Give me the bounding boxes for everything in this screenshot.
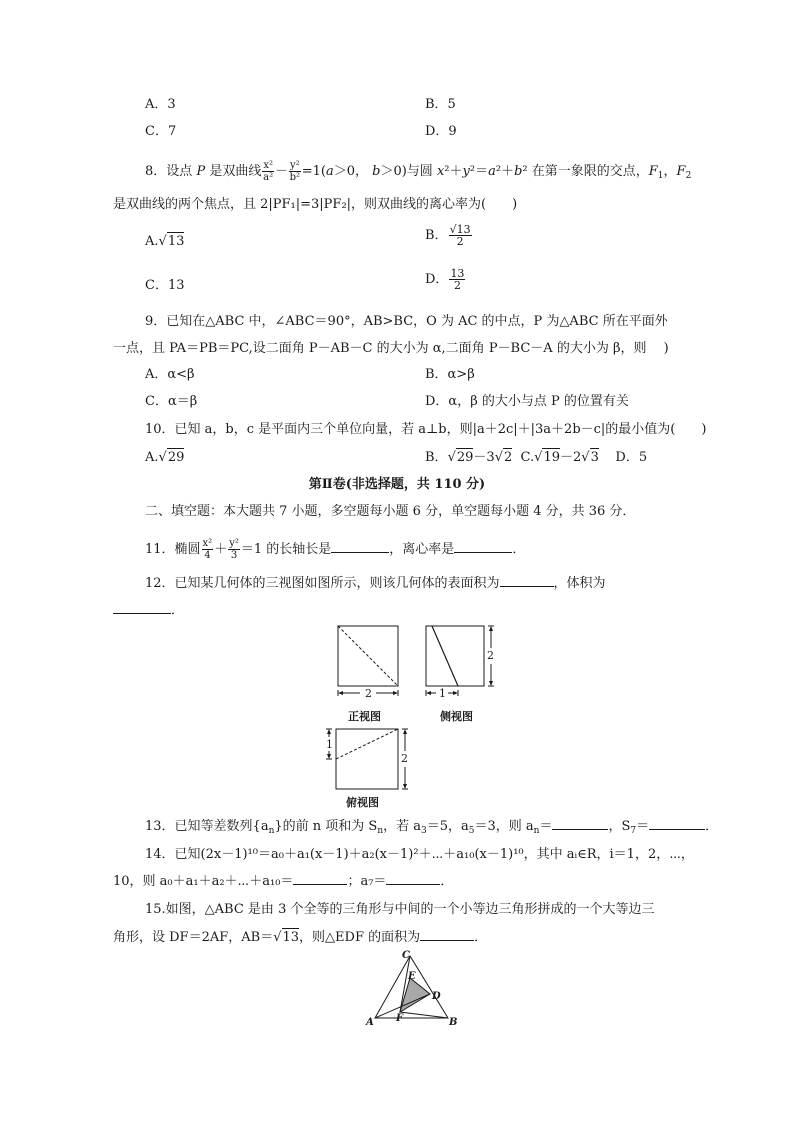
q10-option-bcd: B．√29－3√2 C.√19－2√3 D．5 xyxy=(425,450,648,465)
label-A: A xyxy=(366,1017,374,1028)
q10-line1: 10．已知 a，b，c 是平面内三个单位向量，若 a⊥b，则|a＋2c|＋|3a＋2b－c|的最小值为( ) xyxy=(145,422,707,437)
q8-option-b: B． $\frac{√13}{2}$ xyxy=(425,223,471,248)
q7-option-c: C．7 xyxy=(145,124,177,139)
q12-line1: 12．已知某几何体的三视图如图所示，则该几何体的表面积为 ，体积为 xyxy=(145,576,606,591)
q13: 13．已知等差数列$\{a_n\}$的前 n 项和为 $S_n$，若 $a_3=5$，$a_5=3$，则 $a_n=$ ，$S_7=$ ． xyxy=(145,819,719,836)
label-C: C xyxy=(402,950,410,961)
q15-line1: 15.如图，△ABC 是由 3 个全等的三角形与中间的一个小等边三角形拼成的一个大等边三 xyxy=(145,902,655,917)
part2-title: 第Ⅱ卷(非选择题，共 110 分) xyxy=(308,477,486,492)
q7-option-d: D．9 xyxy=(425,124,457,139)
q8-line2: 是双曲线的两个焦点，且 2|PF₁|=3|PF₂|，则双曲线的离心率为( ) xyxy=(113,197,518,212)
q9-line1: 9．已知在△ABC 中，∠ABC＝90°，AB>BC，O 为 AC 的中点，P 为△ABC 所在平面外 xyxy=(145,314,668,329)
side-view-caption: 侧视图 xyxy=(440,710,473,723)
q9-option-d: D．α，β 的大小与点 P 的位置有关 xyxy=(425,394,629,409)
q9-option-a: A．α<β xyxy=(145,367,195,382)
q8-option-a: A.√13 xyxy=(145,234,185,249)
label-F: F xyxy=(396,1013,404,1024)
q14-line2: 10，则 a₀＋a₁＋a₂＋⋯＋a₁₀＝ ；a₇＝ ． xyxy=(113,874,454,889)
front-dim-label: 2 xyxy=(365,687,372,700)
q9-option-b: B．α>β xyxy=(425,367,475,382)
side-dim-height-label: 2 xyxy=(487,649,494,662)
q8-option-c: C．13 xyxy=(145,278,185,293)
q11: 11．椭圆 $\frac{\text{x²}}{4}$ ＋ $\frac{\text{y²}}{3}$ ＝1 的长轴长是 ，离心率是 ． xyxy=(145,538,526,561)
top-view-caption: 俯视图 xyxy=(346,796,379,809)
q14-line1: 14．已知(2x－1)¹⁰＝a₀＋a₁(x－1)＋a₂(x－1)²＋⋯＋a₁₀(x－1)¹⁰，其中 aᵢ∈R，i＝1，2，⋯， xyxy=(145,847,694,862)
q7-option-a: A．3 xyxy=(145,97,176,112)
top-dim-right-label: 2 xyxy=(401,752,408,765)
top-view xyxy=(322,725,412,795)
q8-line1: 8．设点 P 是双曲线 $\frac{\text{x²}}{\text{a²}}$ － $\frac{\text{y²}}{\text{b²}}$ =1(a＞0， b＞0)与圆 x²＋y²＝a²＋b² 在第一象限的交点，$F_1$，$F_2$ xyxy=(145,160,692,183)
front-view-caption: 正视图 xyxy=(348,710,381,723)
label-E: E xyxy=(408,971,416,982)
section2-heading: 二、填空题：本大题共 7 小题，多空题每小题 6 分，单空题每小题 4 分，共 36 分． xyxy=(145,504,636,519)
label-D: D xyxy=(432,991,441,1002)
q12-line2: ． xyxy=(113,602,184,620)
q9-option-c: C．α＝β xyxy=(145,394,198,409)
q10-option-a: A.√29 xyxy=(145,450,185,465)
q9-line2: 一点，且 PA＝PB＝PC,设二面角 P－AB－C 的大小为 α,二面角 P－BC－A 的大小为 β，则 ) xyxy=(113,341,669,356)
q8-option-d: D． $\frac{13}{2}$ xyxy=(425,267,465,292)
q15-line2: 角形，设 DF＝2AF，AB＝√13，则△EDF 的面积为 ． xyxy=(113,930,488,945)
label-B: B xyxy=(449,1017,458,1028)
top-dim-left-label: 1 xyxy=(326,738,333,751)
q7-option-b: B．5 xyxy=(425,97,456,112)
side-dim-width-label: 1 xyxy=(439,687,446,700)
